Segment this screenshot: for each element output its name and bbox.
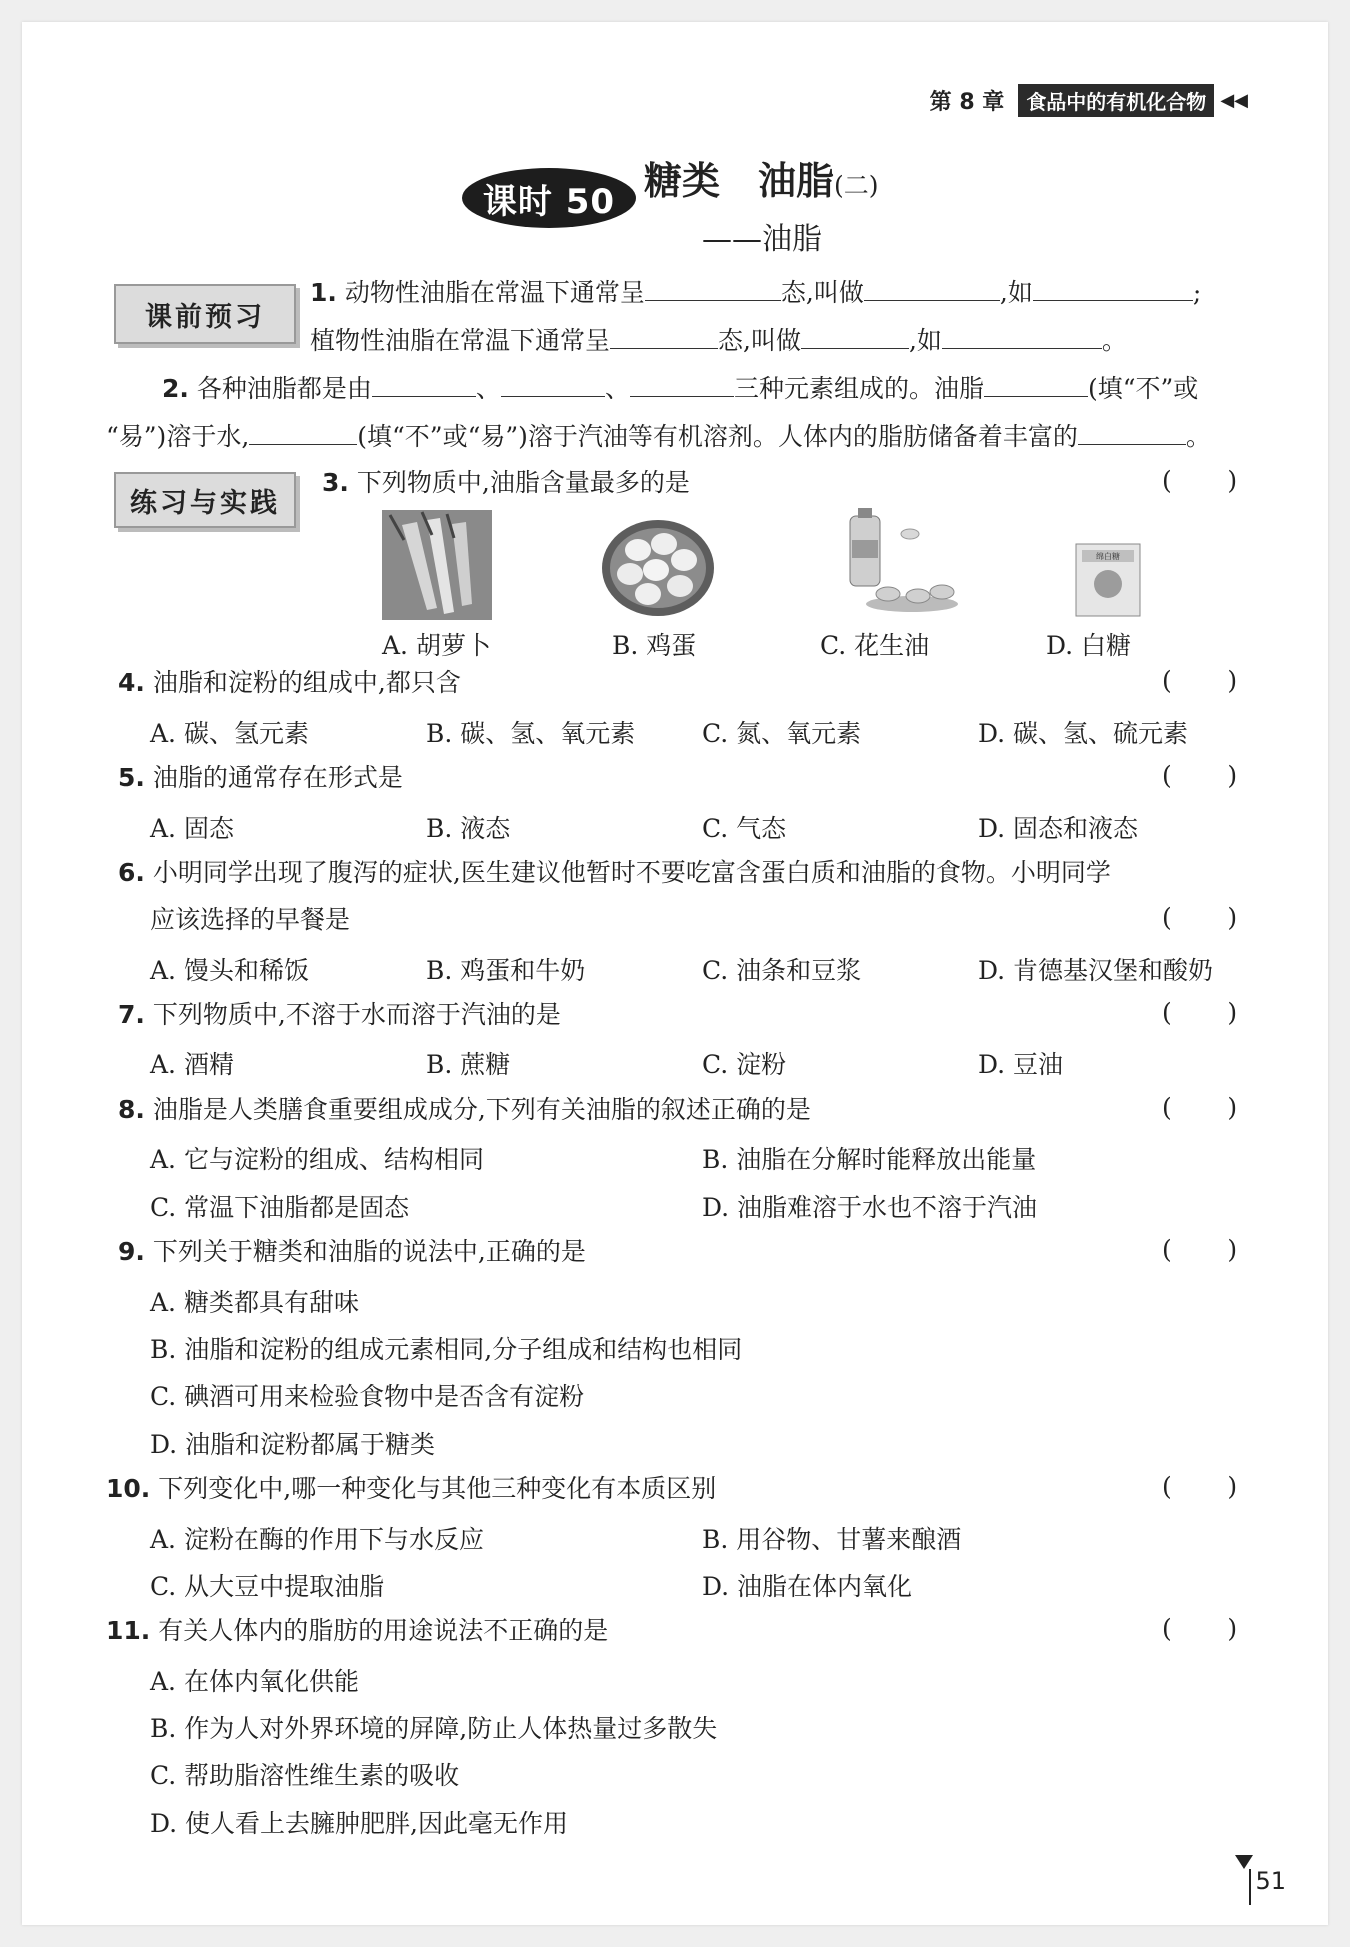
option-a[interactable]: A. 碳、氢元素 (150, 719, 309, 748)
q2-text-c: 、 (604, 374, 630, 403)
option-c[interactable]: C. 从大豆中提取油脂 (150, 1572, 385, 1601)
option-a[interactable]: A. 馒头和稀饭 (150, 956, 309, 985)
question-number: 8. (118, 1095, 145, 1124)
lesson-title-b: 油脂 (758, 158, 835, 203)
lesson-title-paren: (二) (834, 171, 879, 200)
option-c[interactable]: C. 氮、氧元素 (702, 719, 862, 748)
question-number: 10. (106, 1474, 151, 1503)
answer-paren[interactable]: ( ) (1162, 666, 1238, 695)
chapter-tag: 食品中的有机化合物 (1018, 84, 1214, 117)
answer-paren[interactable]: ( ) (1162, 1472, 1238, 1501)
workbook-page (22, 22, 1328, 1925)
option-d[interactable]: D. 碳、氢、硫元素 (978, 719, 1189, 748)
question-text: 油脂和淀粉的组成中,都只含 (152, 668, 461, 697)
option-b[interactable]: B. 液态 (426, 814, 511, 843)
option-d[interactable]: D. 油脂和淀粉都属于糖类 (150, 1430, 436, 1459)
option-a[interactable]: A. 糖类都具有甜味 (150, 1288, 359, 1317)
question-text: 油脂的通常存在形式是 (152, 763, 403, 792)
question-text: 下列变化中,哪一种变化与其他三种变化有本质区别 (158, 1474, 717, 1503)
question-11-stem (106, 1614, 608, 1648)
answer-blank[interactable] (249, 420, 357, 445)
option-caption: A. 胡萝卜 (382, 631, 491, 660)
question-text: 小明同学出现了腹泻的症状,医生建议他暂时不要吃富含蛋白质和油脂的食物。小明同学 (152, 858, 1111, 887)
option-b[interactable]: B. 作为人对外界环境的屏障,防止人体热量过多散失 (150, 1714, 718, 1743)
question-5-stem (118, 761, 403, 795)
option-c[interactable]: C. 油条和豆浆 (702, 956, 862, 985)
answer-paren[interactable]: ( ) (1162, 903, 1238, 932)
lesson-badge: 课时 50 (462, 168, 636, 228)
lesson-title (644, 150, 879, 205)
eggs-basket-image (600, 514, 716, 618)
page-number: 51 (1255, 1867, 1286, 1895)
lesson-subtitle: ——油脂 (702, 222, 822, 257)
option-d[interactable]: D. 油脂难溶于水也不溶于汽油 (702, 1193, 1038, 1222)
answer-blank[interactable] (645, 276, 781, 301)
option-caption: D. 白糖 (1046, 631, 1132, 660)
chapter-header (930, 84, 1248, 117)
q1-text-a: 动物性油脂在常温下通常呈 (344, 278, 645, 307)
answer-blank[interactable] (864, 276, 1000, 301)
q1-text-e: 植物性油脂在常温下通常呈 (310, 326, 611, 355)
q1-text-c: ,如 (999, 278, 1033, 307)
option-b[interactable]: B. 油脂和淀粉的组成元素相同,分子组成和结构也相同 (150, 1335, 743, 1364)
option-c[interactable]: C. 淀粉 (702, 1050, 787, 1079)
section-practice-badge: 练习与实践 (114, 472, 296, 528)
option-caption: C. 花生油 (820, 631, 930, 660)
question-2-line-1 (162, 372, 1198, 406)
question-4-stem (118, 666, 461, 700)
q2-text-h: 。 (1185, 422, 1211, 451)
answer-paren[interactable]: ( ) (1162, 1614, 1238, 1643)
lesson-title-a: 糖类 (644, 158, 721, 203)
option-b[interactable]: B. 蔗糖 (426, 1050, 511, 1079)
question-6-stem-cont: 应该选择的早餐是 (150, 905, 351, 934)
option-d[interactable]: D. 豆油 (978, 1050, 1064, 1079)
question-number: 1. (310, 278, 337, 307)
answer-blank[interactable] (501, 372, 605, 397)
answer-blank[interactable] (1033, 276, 1193, 301)
question-number: 2. (162, 374, 189, 403)
option-a[interactable]: A. 固态 (150, 814, 234, 843)
answer-blank[interactable] (1078, 420, 1186, 445)
divider (1249, 1869, 1251, 1905)
question-number: 7. (118, 1000, 145, 1029)
answer-blank[interactable] (630, 372, 734, 397)
section-preview-badge: 课前预习 (114, 284, 296, 344)
question-1-line-1 (310, 276, 1201, 310)
peanut-oil-image (822, 506, 972, 618)
option-c[interactable]: C. 帮助脂溶性维生素的吸收 (150, 1761, 460, 1790)
question-text: 油脂是人类膳食重要组成成分,下列有关油脂的叙述正确的是 (152, 1095, 811, 1124)
option-d[interactable]: D. 油脂在体内氧化 (702, 1572, 913, 1601)
q1-text-d: ; (1192, 278, 1202, 307)
question-2-line-2 (106, 420, 1211, 454)
answer-paren[interactable]: ( ) (1162, 1093, 1238, 1122)
q1-text-f: 态,叫做 (718, 326, 801, 355)
question-3-stem (322, 466, 690, 500)
question-8-stem (118, 1093, 811, 1127)
page-number-block (1255, 1867, 1286, 1895)
question-number: 5. (118, 763, 145, 792)
q1-text-b: 态,叫做 (780, 278, 864, 307)
carrot-image (382, 510, 492, 620)
option-b[interactable]: B. 油脂在分解时能释放出能量 (702, 1145, 1037, 1174)
option-c[interactable]: C. 碘酒可用来检验食物中是否含有淀粉 (150, 1382, 585, 1411)
option-d[interactable]: D. 固态和液态 (978, 814, 1139, 843)
chapter-number: 第 8 章 (929, 90, 1005, 115)
option-c[interactable]: C. 常温下油脂都是固态 (150, 1193, 410, 1222)
option-b[interactable]: B. 碳、氢、氧元素 (426, 719, 636, 748)
answer-paren[interactable]: ( ) (1162, 761, 1238, 790)
option-a[interactable]: A. 淀粉在酶的作用下与水反应 (150, 1525, 484, 1554)
option-a[interactable]: A. 酒精 (150, 1050, 234, 1079)
option-a[interactable]: A. 它与淀粉的组成、结构相同 (150, 1145, 484, 1174)
question-number: 11. (106, 1616, 151, 1645)
answer-blank[interactable] (610, 324, 718, 349)
question-6-stem (118, 856, 1111, 890)
q2-text-e: (填“不”或 (1087, 374, 1199, 403)
answer-paren[interactable]: ( ) (1162, 1235, 1238, 1264)
q2-text-f: “易”)溶于水, (106, 422, 250, 451)
option-b[interactable]: B. 用谷物、甘薯来酿酒 (702, 1525, 962, 1554)
question-7-stem (118, 998, 561, 1032)
option-b[interactable]: B. 鸡蛋和牛奶 (426, 956, 586, 985)
question-text: 下列物质中,不溶于水而溶于汽油的是 (152, 1000, 561, 1029)
q2-text-a: 各种油脂都是由 (196, 374, 372, 403)
question-number: 3. (322, 468, 349, 497)
answer-blank[interactable] (801, 324, 909, 349)
chevron-left-icon: ◀◀ (1220, 90, 1248, 111)
question-text: 下列关于糖类和油脂的说法中,正确的是 (152, 1237, 586, 1266)
answer-paren[interactable]: ( ) (1162, 466, 1238, 495)
question-9-stem (118, 1235, 586, 1269)
option-d[interactable]: D. 使人看上去臃肿肥胖,因此毫无作用 (150, 1809, 568, 1838)
q2-text-g: (填“不”或“易”)溶于汽油等有机溶剂。人体内的脂肪储备着丰富的 (357, 422, 1078, 451)
sugar-bag-image (1074, 542, 1142, 618)
q2-text-b: 、 (475, 374, 501, 403)
sugar-bag-label: 绵白糖 (1096, 552, 1120, 561)
option-a[interactable]: A. 在体内氧化供能 (150, 1667, 359, 1696)
question-number: 6. (118, 858, 145, 887)
option-d[interactable]: D. 肯德基汉堡和酸奶 (978, 956, 1214, 985)
question-number: 4. (118, 668, 145, 697)
q1-text-h: 。 (1101, 326, 1127, 355)
answer-blank[interactable] (984, 372, 1088, 397)
q1-text-g: ,如 (908, 326, 942, 355)
answer-blank[interactable] (942, 324, 1102, 349)
question-1-line-2 (310, 324, 1127, 358)
question-text: 有关人体内的脂肪的用途说法不正确的是 (158, 1616, 609, 1645)
answer-paren[interactable]: ( ) (1162, 998, 1238, 1027)
option-caption: B. 鸡蛋 (612, 631, 697, 660)
question-10-stem (106, 1472, 716, 1506)
triangle-down-icon (1235, 1855, 1253, 1869)
option-c[interactable]: C. 气态 (702, 814, 787, 843)
answer-blank[interactable] (372, 372, 476, 397)
question-text: 下列物质中,油脂含量最多的是 (356, 468, 690, 497)
q2-text-d: 三种元素组成的。油脂 (733, 374, 984, 403)
question-number: 9. (118, 1237, 145, 1266)
